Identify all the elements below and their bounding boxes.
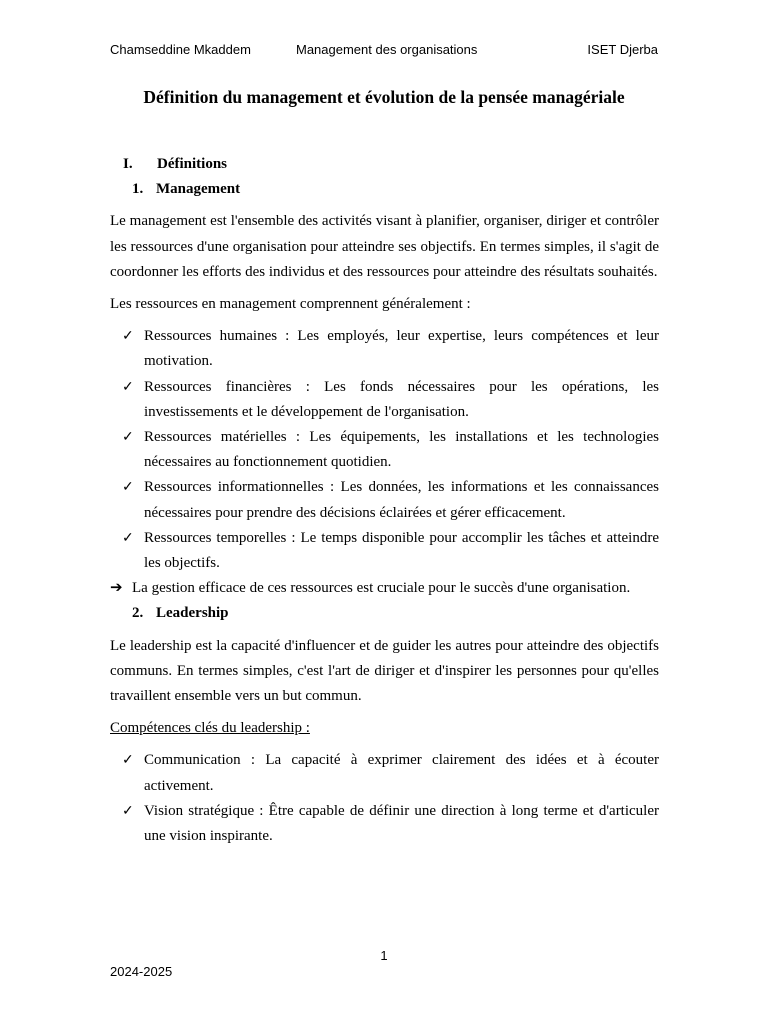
- list-item-text: Ressources informationnelles : Les données, les informations et les connaissances nécessaires pour prendre des décisions éclairées et gérer efficacement.: [144, 479, 659, 521]
- list-item: [110, 324, 659, 374]
- header-institution: ISET Djerba: [587, 42, 658, 57]
- list-item: [110, 799, 659, 849]
- subsection-title: Leadership: [156, 605, 229, 622]
- subsection-title: Management: [156, 181, 241, 198]
- leadership-definition-paragraph: Le leadership est la capacité d'influencer et de guider les autres pour atteindre des objectifs communs. En termes simples, c'est l'art de diriger et d'inspirer les personnes pour qu'elles travaillent ensemble vers un but commun.: [110, 637, 659, 705]
- header-course: Management des organisations: [296, 42, 478, 57]
- list-item-text: Ressources humaines : Les employés, leur expertise, leurs compétences et leur motivation.: [144, 328, 659, 370]
- list-item: [110, 475, 659, 525]
- header-author: Chamseddine Mkaddem: [110, 42, 251, 57]
- check-mark-icon: ✓: [122, 803, 134, 819]
- list-item-text: Ressources temporelles : Le temps disponible pour accomplir les tâches et atteindre les objectifs.: [144, 529, 659, 572]
- resources-intro-paragraph: Les ressources en management comprennent généralement :: [110, 296, 471, 313]
- footer-year: 2024-2025: [110, 964, 173, 979]
- check-mark-icon: ✓: [122, 329, 134, 345]
- list-item-text: Vision stratégique : Être capable de définir une direction à long terme et d'articuler une vision inspirante.: [144, 802, 659, 845]
- leadership-competences-list: [110, 748, 659, 849]
- list-item: [110, 526, 659, 576]
- subsection-number: 2.: [132, 605, 144, 622]
- subsection-heading-leadership: [110, 601, 659, 626]
- list-item: [110, 748, 659, 798]
- check-mark-icon: ✓: [122, 480, 134, 496]
- list-item-text: Communication : La capacité à exprimer clairement des idées et à écouter activement.: [144, 752, 659, 794]
- document-body: [110, 152, 659, 849]
- list-item: [110, 425, 659, 475]
- competences-heading-line: [110, 716, 659, 741]
- section-title: Définitions: [157, 156, 228, 172]
- list-item-text: Ressources matérielles : Les équipements, les installations et les technologies nécessaires au fonctionnement quotidien.: [144, 429, 659, 471]
- subsection-heading-management: [110, 177, 659, 202]
- conclusion-text: La gestion efficace de ces ressources est cruciale pour le succès d'une organisation.: [132, 580, 631, 597]
- section-number: I.: [123, 156, 133, 172]
- section-heading-definitions: [110, 152, 659, 177]
- check-mark-icon: ✓: [122, 530, 134, 546]
- competences-heading: Compétences clés du leadership :: [110, 720, 310, 737]
- conclusion-item: [110, 576, 659, 601]
- page-number: 1: [380, 948, 388, 963]
- right-arrow-icon: ➔: [110, 580, 123, 597]
- check-mark-icon: ✓: [122, 430, 134, 446]
- resources-list: [110, 324, 659, 576]
- check-mark-icon: ✓: [122, 379, 134, 395]
- subsection-number: 1.: [132, 181, 144, 198]
- check-mark-icon: ✓: [122, 753, 134, 769]
- document-title: Définition du management et évolution de la pensée managériale: [143, 87, 625, 107]
- management-definition-paragraph: Le management est l'ensemble des activités visant à planifier, organiser, diriger et contrôler les ressources d'une organisation pour atteindre ses objectifs. En termes simples, il s'agit de coordonner les efforts des individus et des ressources pour atteindre des résultats souhaités.: [110, 213, 659, 280]
- list-item: [110, 375, 659, 425]
- list-item-text: Ressources financières : Les fonds nécessaires pour les opérations, les investissements et le développement de l'organisation.: [144, 378, 659, 420]
